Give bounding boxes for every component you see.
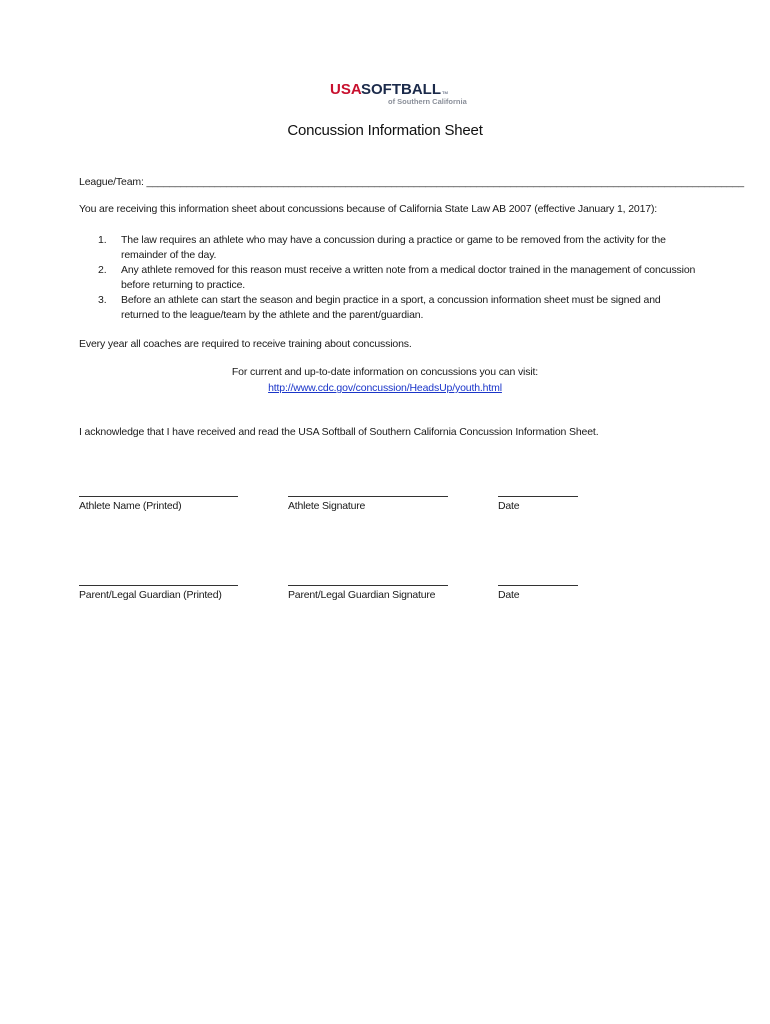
law-requirements-list <box>79 233 699 323</box>
acknowledgement-paragraph: I acknowledge that I have received and read the USA Softball of Southern California Concussion Information Sheet. <box>79 426 599 438</box>
coaches-paragraph: Every year all coaches are required to receive training about concussions. <box>79 338 412 350</box>
athlete-name-label: Athlete Name (Printed) <box>79 500 182 512</box>
list-item-text: The law requires an athlete who may have a concussion during a practice or game to be removed from the activity for the remainder of the day. <box>121 234 666 261</box>
list-item <box>79 293 699 323</box>
logo-tagline: of Southern California <box>388 97 467 106</box>
logo-brand-main: SOFTBALL <box>361 81 441 98</box>
intro-paragraph: You are receiving this information sheet about concussions because of California State Law AB 2007 (effective January 1, 2017): <box>79 203 658 215</box>
list-item <box>79 263 699 293</box>
guardian-date-line[interactable] <box>498 585 578 586</box>
guardian-name-label: Parent/Legal Guardian (Printed) <box>79 589 222 601</box>
athlete-signature-line[interactable] <box>288 496 448 497</box>
league-team-label: League/Team: <box>79 176 147 188</box>
visit-text: For current and up-to-date information on concussions you can visit: <box>231 366 539 378</box>
logo-trademark: TM <box>442 90 448 95</box>
list-item-text: Before an athlete can start the season and begin practice in a sport, a concussion information sheet must be signed and returned to the league/team by the athlete and the parent/guardian. <box>121 294 661 321</box>
athlete-signature-label: Athlete Signature <box>288 500 366 512</box>
guardian-signature-label: Parent/Legal Guardian Signature <box>288 589 436 601</box>
guardian-name-line[interactable] <box>79 585 238 586</box>
athlete-date-label: Date <box>498 500 520 512</box>
guardian-date-label: Date <box>498 589 520 601</box>
usa-softball-logo <box>330 80 467 110</box>
list-item-text: Any athlete removed for this reason must receive a written note from a medical doctor trained in the management of concussion before returning to practice. <box>121 264 696 291</box>
league-team-blank[interactable]: _________________________________________________________________________________________________________ <box>146 176 744 188</box>
guardian-signature-line[interactable] <box>288 585 448 586</box>
cdc-link[interactable]: http://www.cdc.gov/concussion/HeadsUp/youth.html <box>268 382 502 394</box>
cdc-link-line <box>0 382 770 394</box>
list-item-number: 3. <box>98 294 107 306</box>
list-item <box>79 233 699 263</box>
list-item-number: 2. <box>98 264 107 276</box>
athlete-name-line[interactable] <box>79 496 238 497</box>
athlete-date-line[interactable] <box>498 496 578 497</box>
list-item-number: 1. <box>98 234 107 246</box>
league-team-field[interactable] <box>79 176 744 188</box>
page-title: Concussion Information Sheet <box>287 122 483 139</box>
logo-brand-prefix: USA <box>330 81 362 98</box>
